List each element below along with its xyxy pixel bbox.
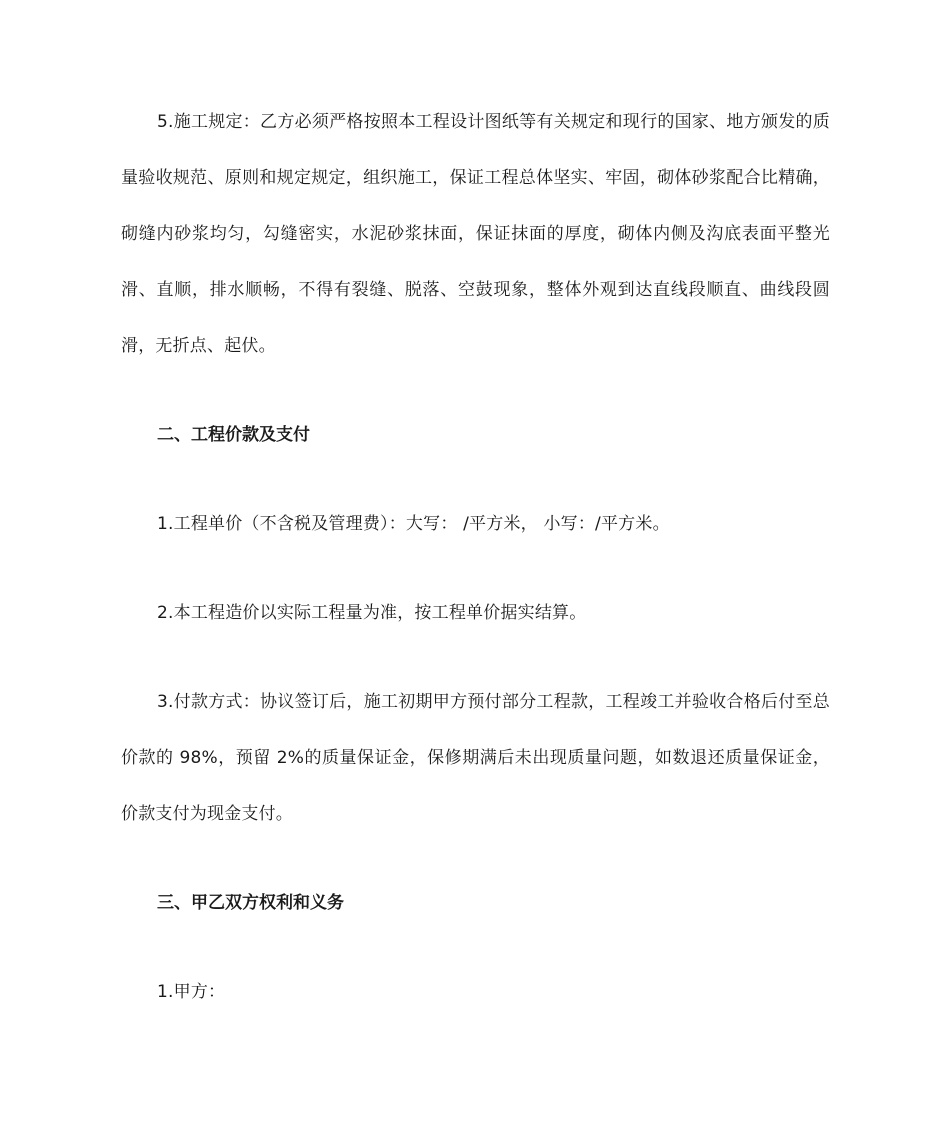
- spacer: [121, 463, 830, 496]
- item-2-3-payment-method: 3.付款方式：协议签订后，施工初期甲方预付部分工程款，工程竣工并验收合格后付至总价款的 98%，预留 2%的质量保证金，保修期满后未出现质量问题，如数退还质量保证金，价款支付为现金支付。: [121, 692, 830, 824]
- item-2-1-unit-price: 1.工程单价（不含税及管理费）：大写： /平方米， 小写：/平方米。: [157, 514, 670, 534]
- section-2-heading: 二、工程价款及支付: [157, 425, 310, 445]
- spacer: [121, 842, 830, 875]
- spacer: [121, 552, 830, 585]
- spacer: [121, 931, 830, 964]
- clause-5-construction-rules: 5.施工规定：乙方必须严格按照本工程设计图纸等有关规定和现行的国家、地方颁发的质量验收规范、原则和规定规定，组织施工，保证工程总体坚实、牢固，砌体砂浆配合比精确，砌缝内砂浆均匀，勾缝密实，水泥砂浆抹面，保证抹面的厚度，砌体内侧及沟底表面平整光滑、直顺，排水顺畅，不得有裂缝、脱落、空鼓现象，整体外观到达直线段顺直、曲线段圆滑，无折点、起伏。: [121, 112, 830, 356]
- item-2-2-settlement: 2.本工程造价以实际工程量为准，按工程单价据实结算。: [157, 603, 587, 623]
- section-3-heading: 三、甲乙双方权利和义务: [157, 893, 344, 913]
- spacer: [121, 374, 830, 407]
- spacer: [121, 641, 830, 674]
- item-3-1-party-a: 1.甲方：: [157, 982, 226, 1002]
